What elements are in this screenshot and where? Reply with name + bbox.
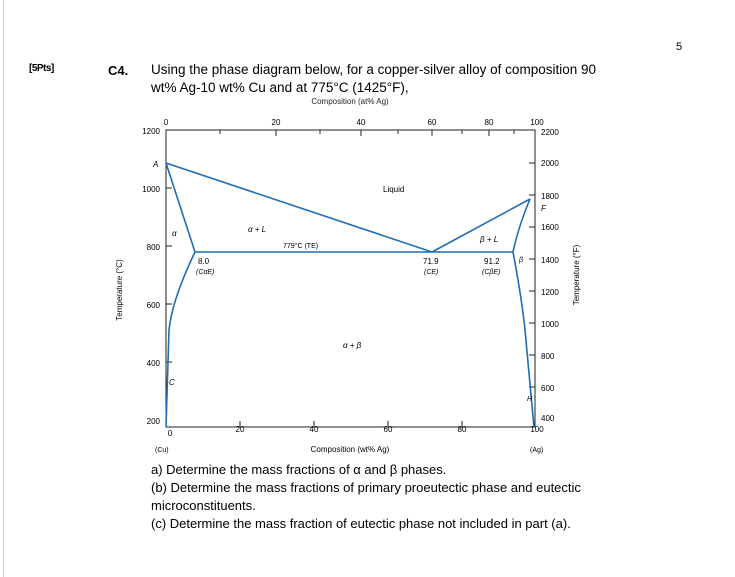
plot-frame xyxy=(166,130,535,427)
bottom-tick-label: 60 xyxy=(383,425,393,434)
c-alpha-e-value: 8.0 xyxy=(198,257,210,266)
eutectic-temp-label: 779°C (TE) xyxy=(283,243,319,250)
part-c: (c) Determine the mass fraction of eutectic phase not included in part (a). xyxy=(151,516,571,531)
c-e-label: (CE) xyxy=(424,269,439,276)
bottom-ticks xyxy=(168,421,544,438)
liquidus-left xyxy=(166,163,432,252)
left-tick-label: 1000 xyxy=(142,185,160,194)
bottom-tick-label: 20 xyxy=(235,425,245,434)
point-a: A xyxy=(153,160,159,169)
bottom-left-label: (Cu) xyxy=(155,447,169,454)
right-tick-label: 1400 xyxy=(541,256,559,265)
right-axis-title: Temperature (°F) xyxy=(572,244,581,306)
bottom-axis-title: Composition (wt% Ag) xyxy=(310,445,390,454)
top-tick-label: 20 xyxy=(271,118,281,127)
bottom-tick-label: 80 xyxy=(457,425,467,434)
points-label: [5Pts] xyxy=(29,63,54,74)
question-number: C4. xyxy=(108,63,129,78)
top-ticks xyxy=(164,118,544,136)
bottom-tick-label: 0 xyxy=(167,429,173,438)
bottom-right-label: (Ag) xyxy=(530,447,544,454)
right-tick-label: 400 xyxy=(541,414,555,423)
c-beta-e-label: (CβE) xyxy=(482,269,501,276)
right-ticks xyxy=(529,128,559,423)
bottom-tick-label: 40 xyxy=(309,425,319,434)
region-alpha-beta: α + β xyxy=(343,341,362,350)
left-tick-label: 200 xyxy=(146,417,160,426)
right-tick-label: 600 xyxy=(541,384,555,393)
region-beta-l: β + L xyxy=(480,235,499,244)
left-tick-label: 800 xyxy=(146,243,160,252)
solvus-left xyxy=(166,252,195,427)
c-e-value: 71.9 xyxy=(423,257,439,266)
c-beta-e-value: 91.2 xyxy=(484,257,500,266)
top-tick-label: 80 xyxy=(484,118,494,127)
bottom-tick-label: 100 xyxy=(530,425,544,434)
right-tick-label: 1200 xyxy=(541,288,559,297)
top-tick-label: 100 xyxy=(530,118,544,127)
question-line-2: wt% Ag-10 wt% Cu and at 775°C (1425°F), xyxy=(151,80,409,95)
left-axis-title: Temperature (°C) xyxy=(115,259,124,321)
part-a: a) Determine the mass fractions of α and β phases. xyxy=(151,462,447,477)
right-tick-label: 2000 xyxy=(541,159,559,168)
left-tick-label: 400 xyxy=(146,359,160,368)
region-alpha: α xyxy=(172,229,177,238)
top-axis-title: Composition (at% Ag) xyxy=(311,97,389,106)
phase-boundaries xyxy=(166,163,534,427)
top-tick-label: 60 xyxy=(427,118,437,127)
right-tick-label: 2200 xyxy=(541,128,559,137)
top-tick-label: 0 xyxy=(163,118,169,127)
right-tick-label: 1600 xyxy=(541,223,559,232)
left-tick-label: 1200 xyxy=(142,127,160,136)
left-tick-label: 600 xyxy=(146,301,160,310)
c-alpha-e-label: (CαE) xyxy=(196,269,215,276)
right-tick-label: 1000 xyxy=(541,320,559,329)
point-h: H xyxy=(527,396,533,403)
region-liquid: Liquid xyxy=(383,185,405,194)
region-alpha-l: α + L xyxy=(248,225,267,234)
point-f: F xyxy=(541,204,546,213)
question-line-1: Using the phase diagram below, for a copper-silver alloy of composition 90 xyxy=(151,62,596,77)
part-b-line-1: (b) Determine the mass fractions of primary proeutectic phase and eutectic xyxy=(151,480,581,495)
part-b-line-2: microconstituents. xyxy=(151,498,256,513)
right-tick-label: 800 xyxy=(541,352,555,361)
page-number: 5 xyxy=(676,41,683,53)
region-beta: β xyxy=(519,257,523,264)
point-c: C xyxy=(169,378,175,387)
solidus-left xyxy=(166,163,195,252)
top-tick-label: 40 xyxy=(356,118,366,127)
right-tick-label: 1800 xyxy=(541,192,559,201)
